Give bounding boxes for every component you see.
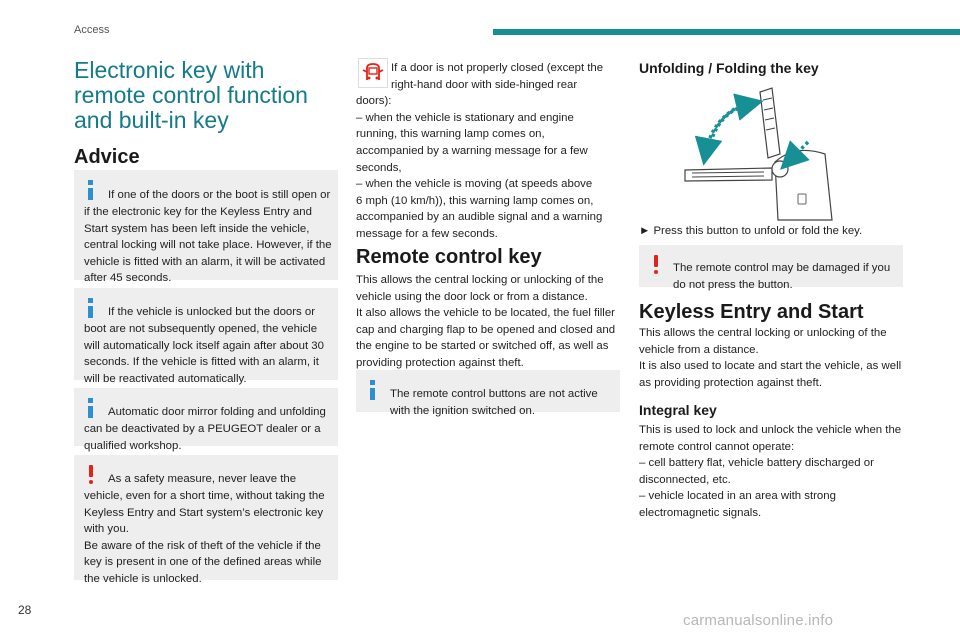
info-note-mirror-folding [74,388,338,452]
text-line: 6 mph (10 km/h)), this warning lamp comes on, [356,194,594,207]
remote-key-heading: Remote control key [356,246,542,268]
note-text: Automatic door mirror folding and unfolding can be deactivated by a PEUGEOT dealer or a qualified workshop. [84,406,326,452]
info-note-doors-open [74,170,338,285]
section-label: Access [74,24,110,36]
key-folding-illustration [680,82,850,222]
info-note-relock [74,288,338,385]
text-line: accompanied by a warning message for a few [356,144,588,157]
warning-note-remote-damage [639,245,903,291]
text-line: running, this warning lamp comes on, [356,128,545,141]
keyless-body: This allows the central locking or unlocking of the vehicle from a distance. It is also used to locate and start the vehicle, as well as providing protection against theft. [639,327,902,389]
text-line: If a door is not properly closed (except the [391,62,604,74]
text-line: accompanied by an audible signal and a warning [356,211,603,224]
advice-heading: Advice [74,146,140,168]
keyless-heading: Keyless Entry and Start [639,301,864,323]
note-text: The remote control may be damaged if you do not press the button. [673,262,891,291]
info-note-remote-buttons [356,370,620,417]
text-line: right-hand door with side-hinged rear [391,78,578,91]
note-text: The remote control buttons are not active with the ignition switched on. [390,388,598,417]
text-line: – when the vehicle is stationary and engine [356,111,574,124]
text-line: seconds, [356,161,402,174]
integral-key-heading: Integral key [639,402,717,418]
unfold-instruction: ► Press this button to unfold or fold the key. [639,225,863,237]
watermark: carmanualsonline.info [683,612,834,629]
text-line: message for a few seconds. [356,227,498,240]
header-accent-bar [493,29,960,35]
remote-key-body: This allows the central locking or unlocking of the vehicle using the door lock or from a distance. It also allows the vehicle to be located, the fuel filler cap and charging flap to be opened and closed and the engine to be started or switched off, as well as providing protection against theft. [356,274,616,369]
note-text: As a safety measure, never leave the vehicle, even for a short time, without taking the Keyless Entry and Start system’s electronic key with you. Be aware of the risk of theft of the vehicle if the key is present in one of the defined areas while the vehicle is unlocked. [84,473,325,585]
integral-key-body: This is used to lock and unlock the vehicle when the remote control cannot operate: – cell battery flat, vehicle battery discharged or disconnected, etc. – vehicle located in an area with strong electromagnetic signals. [639,424,902,519]
text-line: – when the vehicle is moving (at speeds above [356,178,593,191]
text-line: doors): [356,95,392,108]
note-text: If the vehicle is unlocked but the doors or boot are not subsequently opened, the vehicle will automatically lock itself again after about 30 seconds. If the vehicle is fitted with an alarm, it will be reactivated automatically. [84,306,324,385]
unfold-heading: Unfolding / Folding the key [639,60,819,76]
warning-note-key-theft [74,455,338,585]
door-warning-text [356,60,624,243]
note-text: If one of the doors or the boot is still open or if the electronic key for the Keyless Entry and Start system has been left inside the vehicle, central locking will not take place. However, if the vehicle is fitted with an alarm, it will be activated after 45 seconds. [84,189,332,285]
page-title: Electronic key with remote control function and built-in key [74,57,308,133]
page-number: 28 [18,603,32,617]
